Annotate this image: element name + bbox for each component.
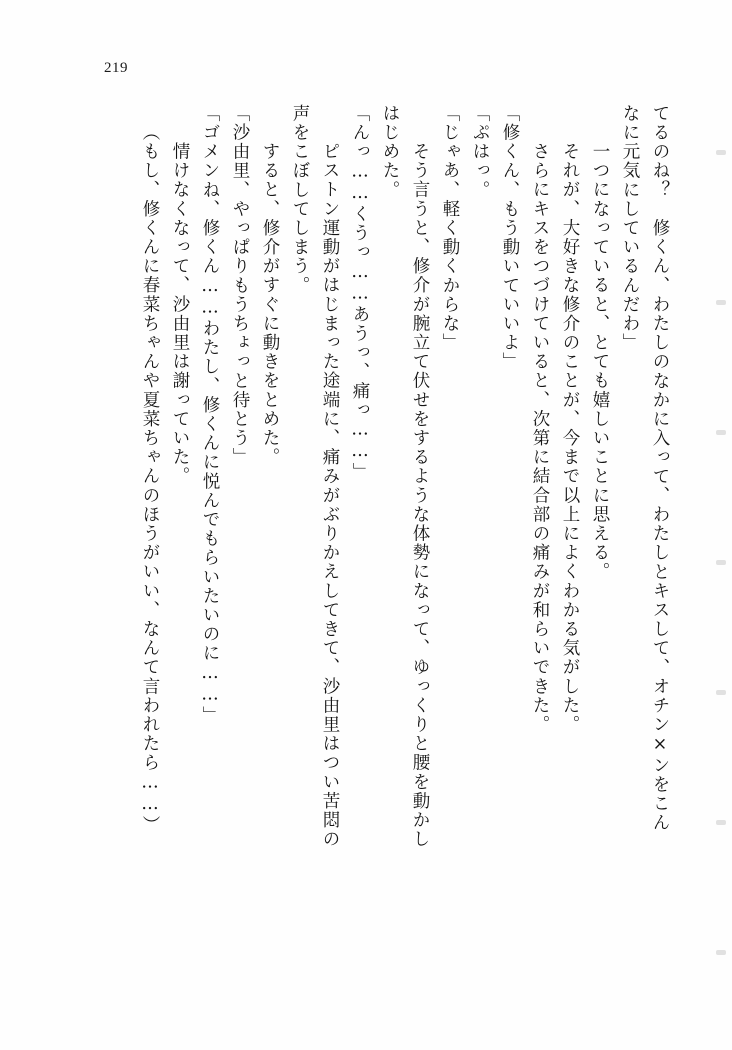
page-number: 219 — [104, 60, 128, 76]
text-column: 声をこぼしてしまう。 — [290, 104, 310, 295]
text-column: すると、修介がすぐに動きをとめた。 — [260, 123, 280, 467]
scan-edge-mark — [716, 300, 726, 305]
vertical-text-block — [108, 104, 668, 984]
text-column: そう言うと、修介が腕立て伏せをするような体勢になって、ゆっくりと腰を動かし — [410, 123, 430, 849]
text-column: さらにキスをつづけていると、次第に結合部の痛みが和らいできた。 — [530, 123, 550, 735]
text-column: 「修くん、もう動いていいよ」 — [500, 104, 520, 372]
scan-edge-mark — [716, 150, 726, 155]
text-column: 一つになっていると、とても嬉しいことに思える。 — [590, 123, 610, 582]
text-column: 「ぷはっ。 — [470, 104, 490, 200]
text-column: 情けなくなって、沙由里は謝っていた。 — [170, 123, 190, 486]
text-column: 「じゃあ、軽く動くからな」 — [440, 104, 460, 353]
scan-edge-mark — [716, 560, 726, 565]
text-column: てるのね？ 修くん、わたしのなかに入って、わたしとキスして、オチン×ンをこん — [650, 104, 670, 833]
text-column: 「んっ……くうっ……あうっ、痛っ……」 — [350, 104, 370, 482]
scan-edge-mark — [716, 430, 726, 435]
text-column: （もし、修くんに春菜ちゃんや夏菜ちゃんのほうがいい、なんて言われたら……） — [140, 123, 160, 835]
text-column: 「ゴメンね、修くん……わたし、修くんに悦んでもらいたいのに……」 — [200, 104, 220, 726]
text-column: それが、大好きな修介のことが、今まで以上によくわかる気がした。 — [560, 123, 580, 735]
text-column: なに元気にしているんだわ」 — [620, 104, 640, 353]
text-column: 「沙由里、やっぱりもうちょっと待とう」 — [230, 104, 250, 467]
scan-edge-mark — [716, 690, 726, 695]
text-column: はじめた。 — [380, 104, 400, 200]
scan-edge-mark — [716, 950, 726, 955]
text-column: ピストン運動がはじまった途端に、痛みがぶりかえしてきて、沙由里はつい苦悶の — [320, 123, 340, 849]
scan-edge-mark — [716, 820, 726, 825]
